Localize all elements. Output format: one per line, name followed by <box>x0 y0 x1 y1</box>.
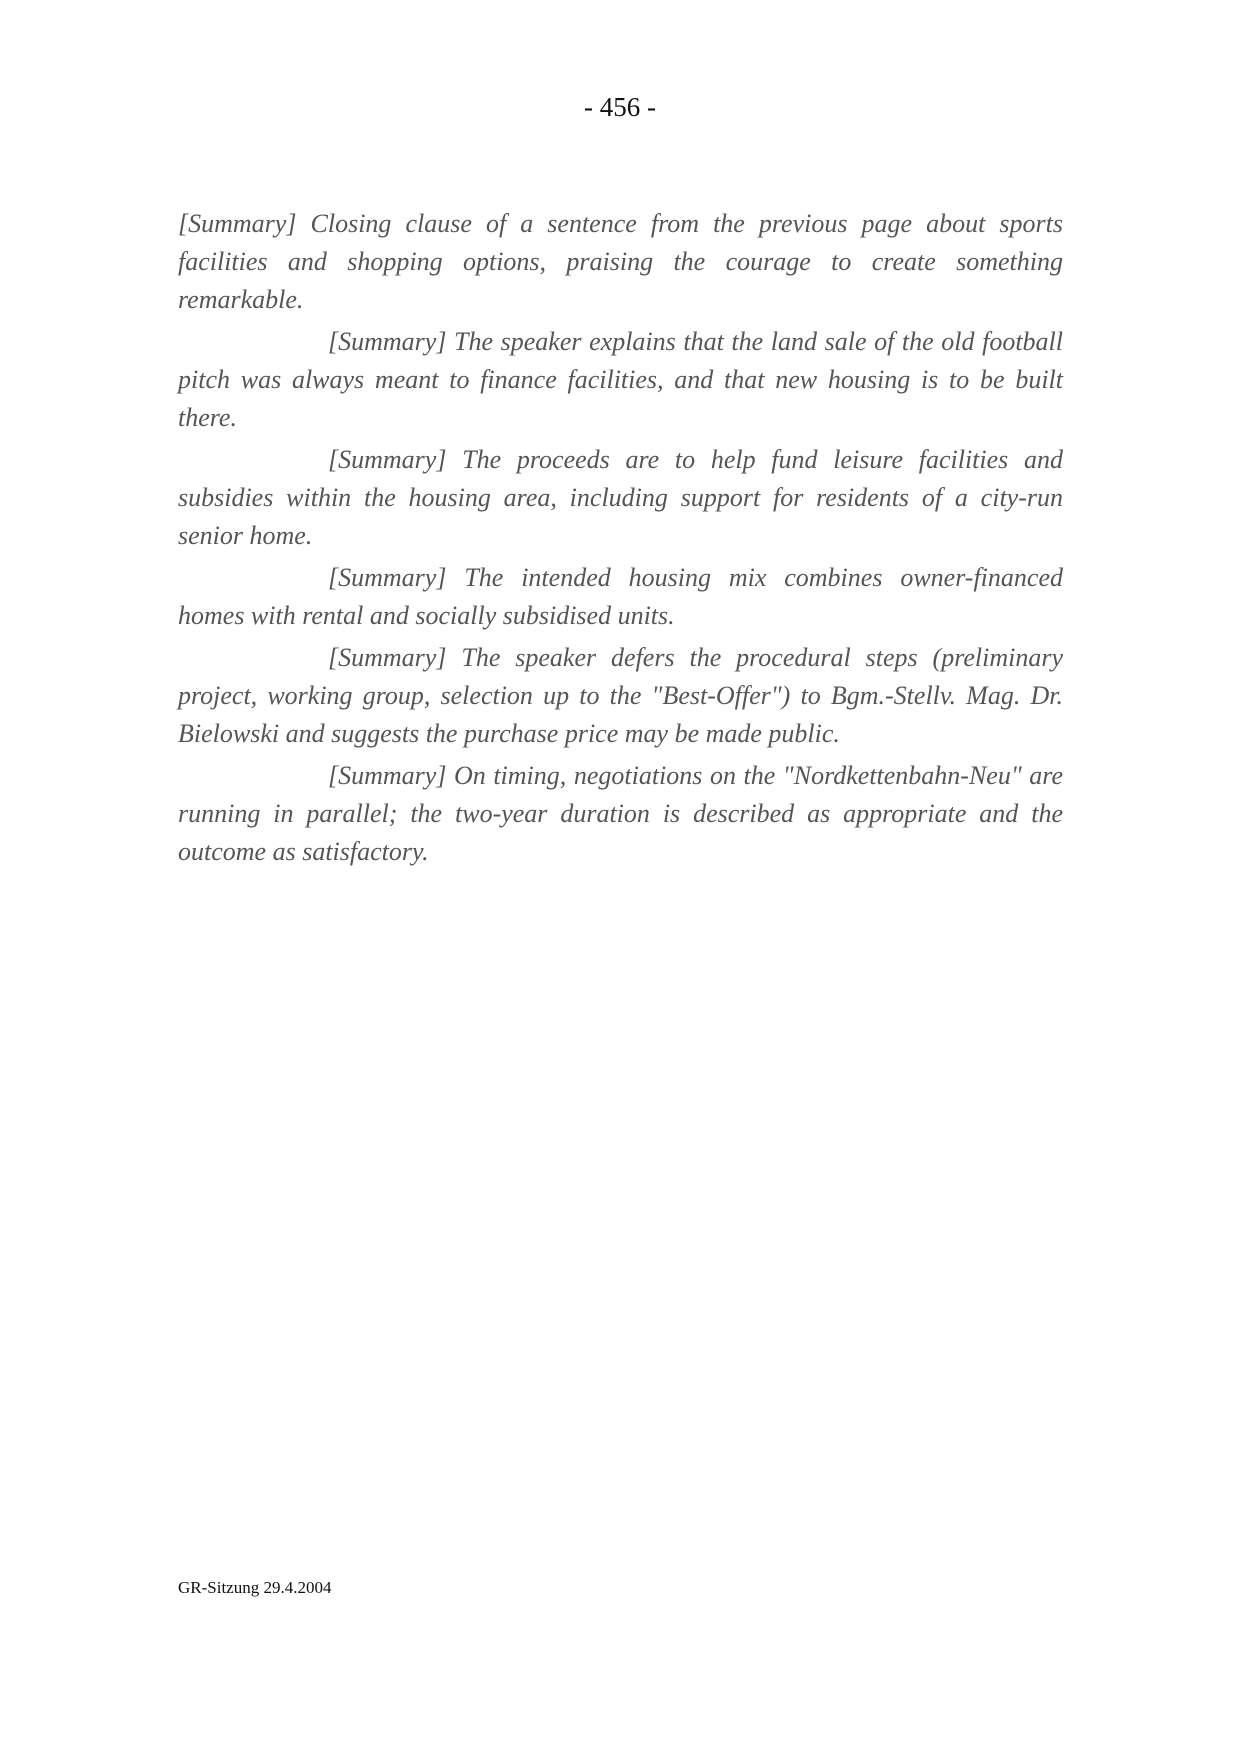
paragraph: [Summary] The proceeds are to help fund leisure facilities and subsidies within the housing area, including support for residents of a city-run senior home. <box>178 445 1063 550</box>
document-body <box>178 205 1063 875</box>
paragraph: [Summary] The speaker explains that the land sale of the old football pitch was always meant to finance facilities, and that new housing is to be built there. <box>178 327 1063 432</box>
paragraph: [Summary] The intended housing mix combines owner-financed homes with rental and socially subsidised units. <box>178 563 1063 630</box>
footer-session-label: GR-Sitzung 29.4.2004 <box>178 1578 332 1597</box>
paragraph: [Summary] The speaker defers the procedural steps (preliminary project, working group, selection up to the "Best-Offer") to Bgm.-Stellv. Mag. Dr. Bielowski and suggests the purchase price may be made public. <box>178 643 1063 748</box>
page-number: - 456 - <box>584 92 656 122</box>
paragraph-continuation: [Summary] Closing clause of a sentence from the previous page about sports facilities and shopping options, praising the courage to create something remarkable. <box>178 209 1063 314</box>
paragraph: [Summary] On timing, negotiations on the "Nordkettenbahn-Neu" are running in parallel; the two-year duration is described as appropriate and the outcome as satisfactory. <box>178 761 1063 866</box>
